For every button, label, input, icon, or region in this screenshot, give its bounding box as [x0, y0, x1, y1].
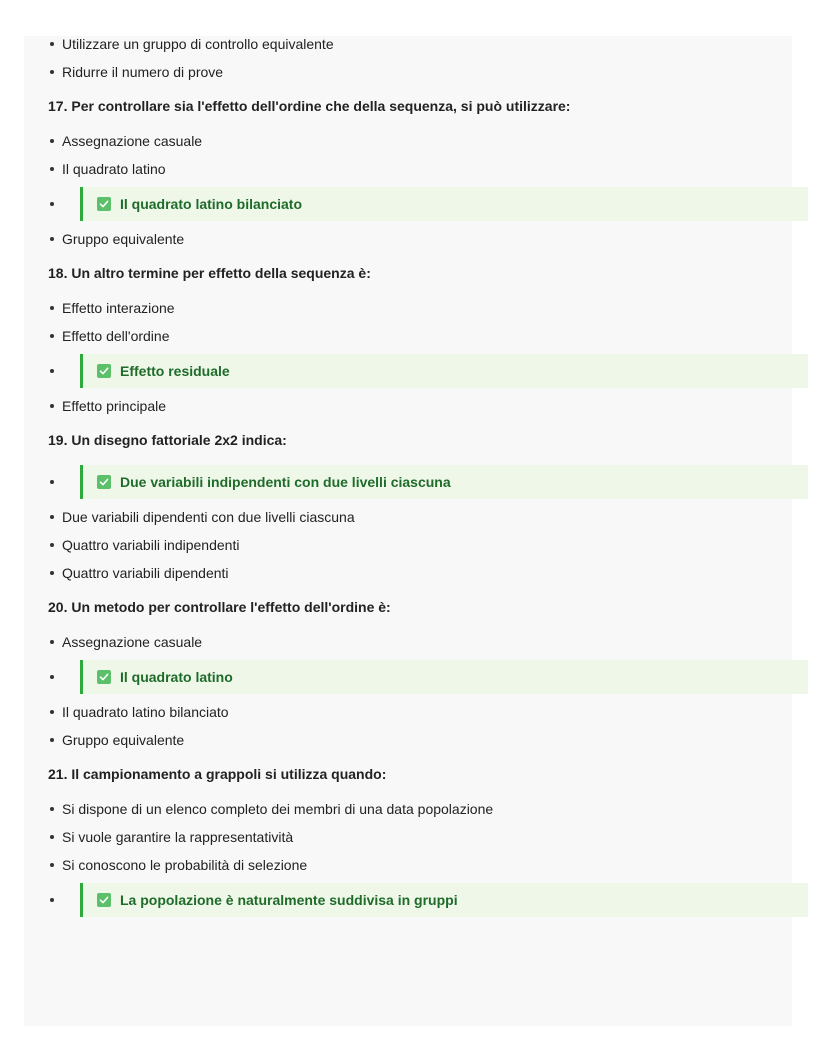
list-item: Utilizzare un gruppo di controllo equivalente — [48, 34, 808, 54]
question-title: 17. Per controllare sia l'effetto dell'ordine che della sequenza, si può utilizzare: — [48, 98, 571, 114]
question-block — [48, 597, 808, 750]
option-label: Quattro variabili indipendenti — [62, 537, 240, 553]
list-item — [48, 396, 808, 416]
list-item — [48, 159, 808, 179]
option-label: Si conoscono le probabilità di selezione — [62, 857, 308, 873]
list-item: Ridurre il numero di prove — [48, 62, 808, 82]
question-title: 19. Un disegno fattoriale 2x2 indica: — [48, 432, 287, 448]
option-list — [48, 298, 808, 416]
check-box-icon — [97, 197, 111, 211]
option-label: Effetto principale — [62, 398, 167, 414]
option-label: Effetto dell'ordine — [62, 328, 170, 344]
question-block — [48, 263, 808, 416]
question-title: 18. Un altro termine per effetto della sequenza è: — [48, 265, 371, 281]
option-label: Due variabili dipendenti con due livelli ciascuna — [62, 509, 355, 525]
correct-answer-label: La popolazione è naturalmente suddivisa in gruppi — [120, 892, 458, 908]
list-item — [48, 730, 808, 750]
correct-answer-box — [80, 465, 808, 499]
list-item — [48, 827, 808, 847]
list-item — [48, 326, 808, 346]
option-list — [48, 632, 808, 750]
option-label: Quattro variabili dipendenti — [62, 565, 229, 581]
correct-answer-label: Effetto residuale — [120, 363, 230, 379]
list-item — [48, 632, 808, 652]
correct-answer-box — [80, 187, 808, 221]
list-item — [48, 507, 808, 527]
correct-answer-box — [80, 660, 808, 694]
list-item — [48, 855, 808, 875]
check-box-icon — [97, 670, 111, 684]
correct-option — [48, 187, 808, 221]
list-item — [48, 229, 808, 249]
question-block — [48, 430, 808, 583]
question-title: 20. Un metodo per controllare l'effetto dell'ordine è: — [48, 599, 391, 615]
list-item — [48, 298, 808, 318]
option-label: Assegnazione casuale — [62, 634, 203, 650]
list-item — [48, 563, 808, 583]
previous-question-options — [48, 34, 808, 82]
check-box-icon — [97, 893, 111, 907]
option-label: Si vuole garantire la rappresentatività — [62, 829, 294, 845]
correct-option — [48, 354, 808, 388]
correct-answer-box — [80, 354, 808, 388]
correct-answer-label: Il quadrato latino bilanciato — [120, 196, 303, 212]
option-label: Gruppo equivalente — [62, 732, 185, 748]
check-box-icon — [97, 475, 111, 489]
list-item — [48, 131, 808, 151]
option-list — [48, 799, 808, 917]
question-list — [48, 96, 808, 917]
option-label: Il quadrato latino — [62, 161, 166, 177]
correct-option — [48, 883, 808, 917]
option-label: Si dispone di un elenco completo dei membri di una data popolazione — [62, 801, 494, 817]
correct-option — [48, 660, 808, 694]
correct-answer-label: Due variabili indipendenti con due livelli ciascuna — [120, 474, 451, 490]
list-item — [48, 799, 808, 819]
list-item — [48, 702, 808, 722]
quiz-content — [48, 36, 808, 925]
question-block — [48, 764, 808, 917]
correct-answer-box — [80, 883, 808, 917]
quiz-sheet — [24, 36, 792, 1026]
option-label: Effetto interazione — [62, 300, 175, 316]
option-list — [48, 131, 808, 249]
question-title: 21. Il campionamento a grappoli si utilizza quando: — [48, 766, 387, 782]
correct-option — [48, 465, 808, 499]
check-box-icon — [97, 364, 111, 378]
correct-answer-label: Il quadrato latino — [120, 669, 233, 685]
option-list — [48, 465, 808, 583]
question-block — [48, 96, 808, 249]
option-label: Assegnazione casuale — [62, 133, 203, 149]
option-label: Gruppo equivalente — [62, 231, 185, 247]
list-item — [48, 535, 808, 555]
option-label: Il quadrato latino bilanciato — [62, 704, 229, 720]
